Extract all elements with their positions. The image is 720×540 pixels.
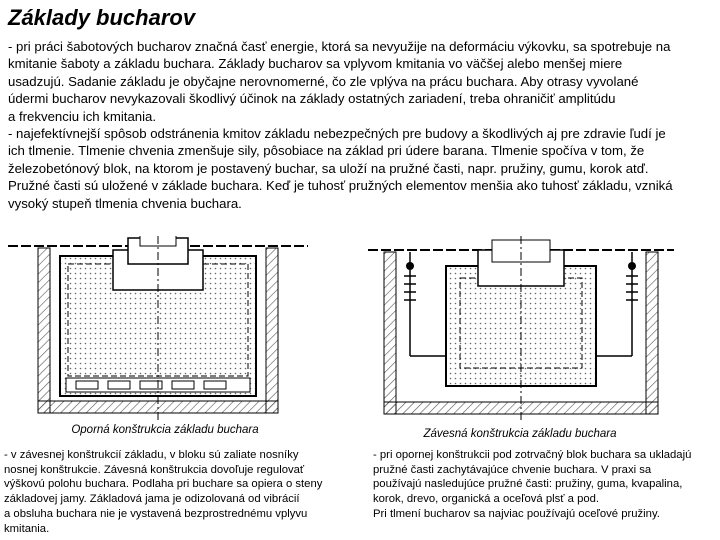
intro-paragraph-1: - pri práci šabotových bucharov značná časť energie, ktorá sa nevyužije na deformáciu výkovku, sa spotrebuje na kmitanie šaboty a základu buchara. Základy bucharov sa vplyvom kmitania vo väčšej alebo menšej miere usadzujú. Sadanie základu je obyčajne nerovnomerné, čo zle vplýva na prácu buchara. Aby otrasy vyvolané údermi bucharov nevykazovali škodlivý účinok na základy ostatných zariadení, treba ohraničiť amplitúdu a frekvenciu ich kmitania. <box>8 39 671 124</box>
page-title: Základy bucharov <box>8 5 196 30</box>
left-column-text: - v závesnej konštrukcií základu, v bloku sú zaliate nosníky nosnej konštrukcie. Závesná konštrukcia dovoľuje regulovať výškovú polohu buchara. Podlaha pri buchare sa opiera o steny základovej jamy. Základová jama je odizolovaná od vibrácií a obsluha buchara nie je vystavená bezprostrednému vplyvu kmitania. <box>4 449 323 535</box>
figure-caption-left: Oporná konštrukcia základu buchara <box>71 424 259 436</box>
foundation-diagram-left <box>8 236 308 422</box>
figure-caption-right: Závesná konštrukcia základu buchara <box>423 428 617 440</box>
right-column-text: - pri opornej konštrukcii pod zotrvačný blok buchara sa ukladajú pružné časti zachytávajúce chvenie buchara. V praxi sa používajú nasledujúce pružné časti: pružiny, guma, kvapalina, korok, drevo, organická a oceľová plsť a pod. Pri tlmení bucharov sa najviac používajú oceľové pružiny. <box>373 449 692 520</box>
intro-text <box>8 38 720 212</box>
foundation-diagram-right <box>368 236 674 422</box>
intro-paragraph-2: - najefektívnejší spôsob odstránenia kmitov základu nebezpečných pre budovy a škodlivých aj pre zdravie ľudí je ich tlmenie. Tlmenie chvenia zmenšuje sily, pôsobiace na základ pri údere barana. Tlmenie spočíva v tom, že železobetónový blok, na ktorom je postavený buchar, sa uloží na pružné časti, napr. pružiny, gumu, korok atď. Pružné časti sú uložené v základe buchara. Keď je tuhosť pružných elementov menšia ako tuhosť základu, vzniká vysoký stupeň tlmenia chvenia buchara. <box>8 126 673 211</box>
